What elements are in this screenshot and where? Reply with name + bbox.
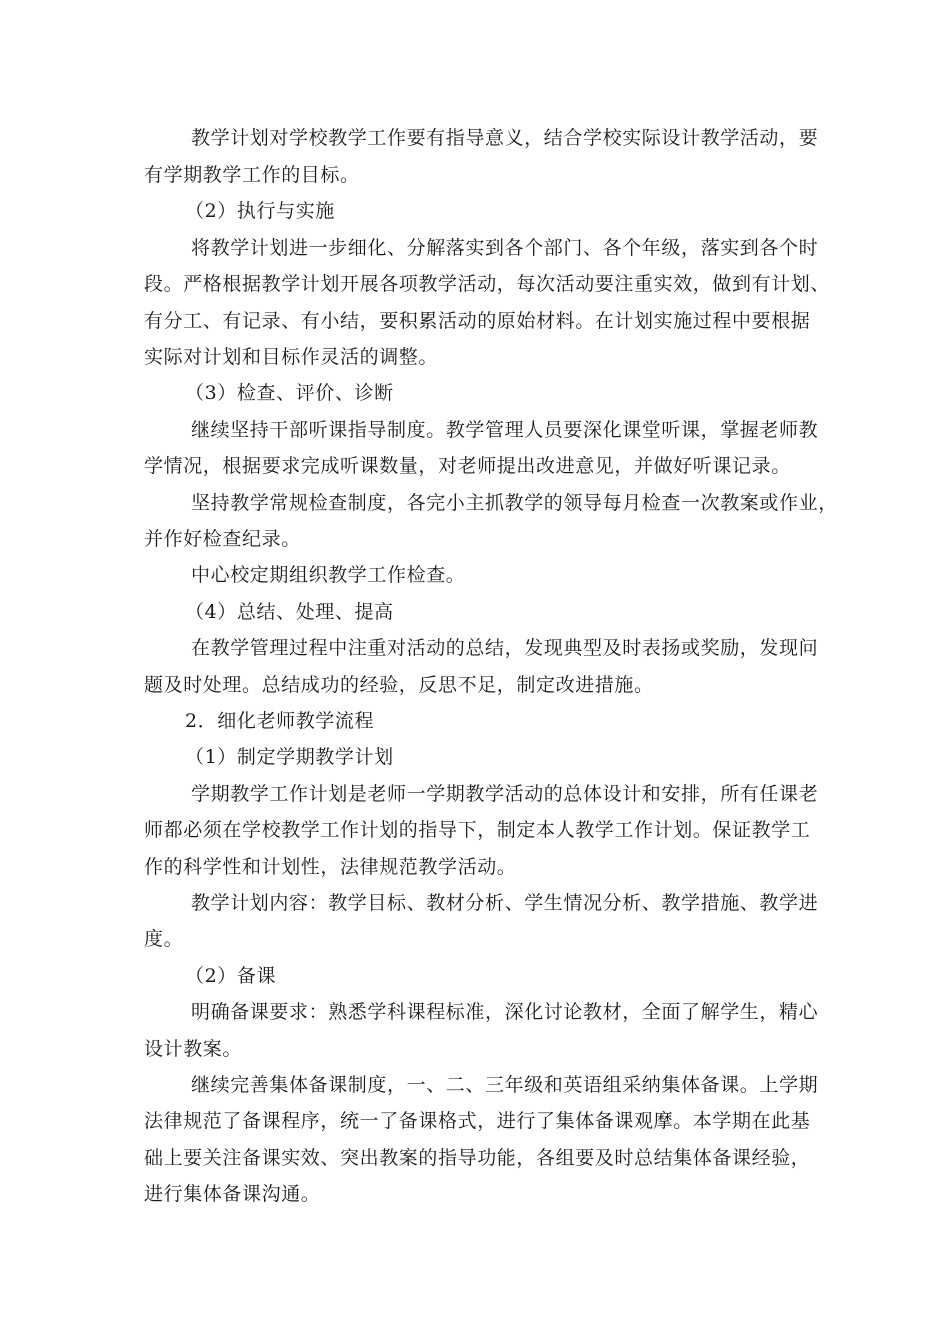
paragraph-line: 法律规范了备课程序，统一了备课格式，进行了集体备课观摩。本学期在此基 bbox=[144, 1110, 811, 1132]
paragraph-line: 学期教学工作计划是老师一学期教学活动的总体设计和安排，所有任课老 bbox=[191, 783, 819, 805]
section-heading: （3）检查、评价、诊断 bbox=[185, 382, 394, 404]
paragraph-line: 继续完善集体备课制度，一、二、三年级和英语组采纳集体备课。上学期 bbox=[191, 1074, 819, 1096]
paragraph-line: 教学计划对学校教学工作要有指导意义，结合学校实际设计教学活动，要 bbox=[191, 127, 819, 149]
paragraph-line: 度。 bbox=[144, 928, 184, 950]
paragraph-line: 中心校定期组织教学工作检查。 bbox=[191, 564, 466, 586]
paragraph-line: 设计教案。 bbox=[144, 1038, 243, 1060]
section-heading: （1）制定学期教学计划 bbox=[185, 746, 394, 768]
paragraph-line: 继续坚持干部听课指导制度。教学管理人员要深化课堂听课，掌握老师教 bbox=[191, 419, 819, 441]
paragraph-line: 有学期教学工作的目标。 bbox=[144, 164, 360, 186]
section-heading: （4）总结、处理、提高 bbox=[185, 601, 394, 623]
paragraph-line: 实际对计划和目标作灵活的调整。 bbox=[144, 346, 439, 368]
paragraph-line: 学情况，根据要求完成听课数量，对老师提出改进意见，并做好听课记录。 bbox=[144, 455, 791, 477]
paragraph-line: 坚持教学常规检查制度，各完小主抓教学的领导每月检查一次教案或作业， bbox=[191, 492, 838, 514]
paragraph-line: 题及时处理。总结成功的经验，反思不足，制定改进措施。 bbox=[144, 674, 654, 696]
section-heading: 2．细化老师教学流程 bbox=[185, 710, 375, 732]
paragraph-line: 在教学管理过程中注重对活动的总结，发现典型及时表扬或奖励，发现问 bbox=[191, 637, 819, 659]
paragraph-line: 师都必须在学校教学工作计划的指导下，制定本人教学工作计划。保证教学工 bbox=[144, 819, 811, 841]
paragraph-line: 进行集体备课沟通。 bbox=[144, 1183, 321, 1205]
paragraph-line: 并作好检查纪录。 bbox=[144, 528, 301, 550]
paragraph-line: 础上要关注备课实效、突出教案的指导功能，各组要及时总结集体备课经验， bbox=[144, 1147, 811, 1169]
paragraph-line: 段。严格根据教学计划开展各项教学活动，每次活动要注重实效，做到有计划、 bbox=[144, 273, 831, 295]
paragraph-line: 将教学计划进一步细化、分解落实到各个部门、各个年级，落实到各个时 bbox=[191, 237, 819, 259]
section-heading: （2）执行与实施 bbox=[185, 200, 335, 222]
paragraph-line: 作的科学性和计划性，法律规范教学活动。 bbox=[144, 856, 517, 878]
paragraph-line: 教学计划内容：教学目标、教材分析、学生情况分析、教学措施、教学进 bbox=[191, 892, 819, 914]
paragraph-line: 明确备课要求：熟悉学科课程标准，深化讨论教材，全面了解学生，精心 bbox=[191, 1001, 819, 1023]
paragraph-line: 有分工、有记录、有小结，要积累活动的原始材料。在计划实施过程中要根据 bbox=[144, 310, 811, 332]
section-heading: （2）备课 bbox=[185, 965, 277, 987]
